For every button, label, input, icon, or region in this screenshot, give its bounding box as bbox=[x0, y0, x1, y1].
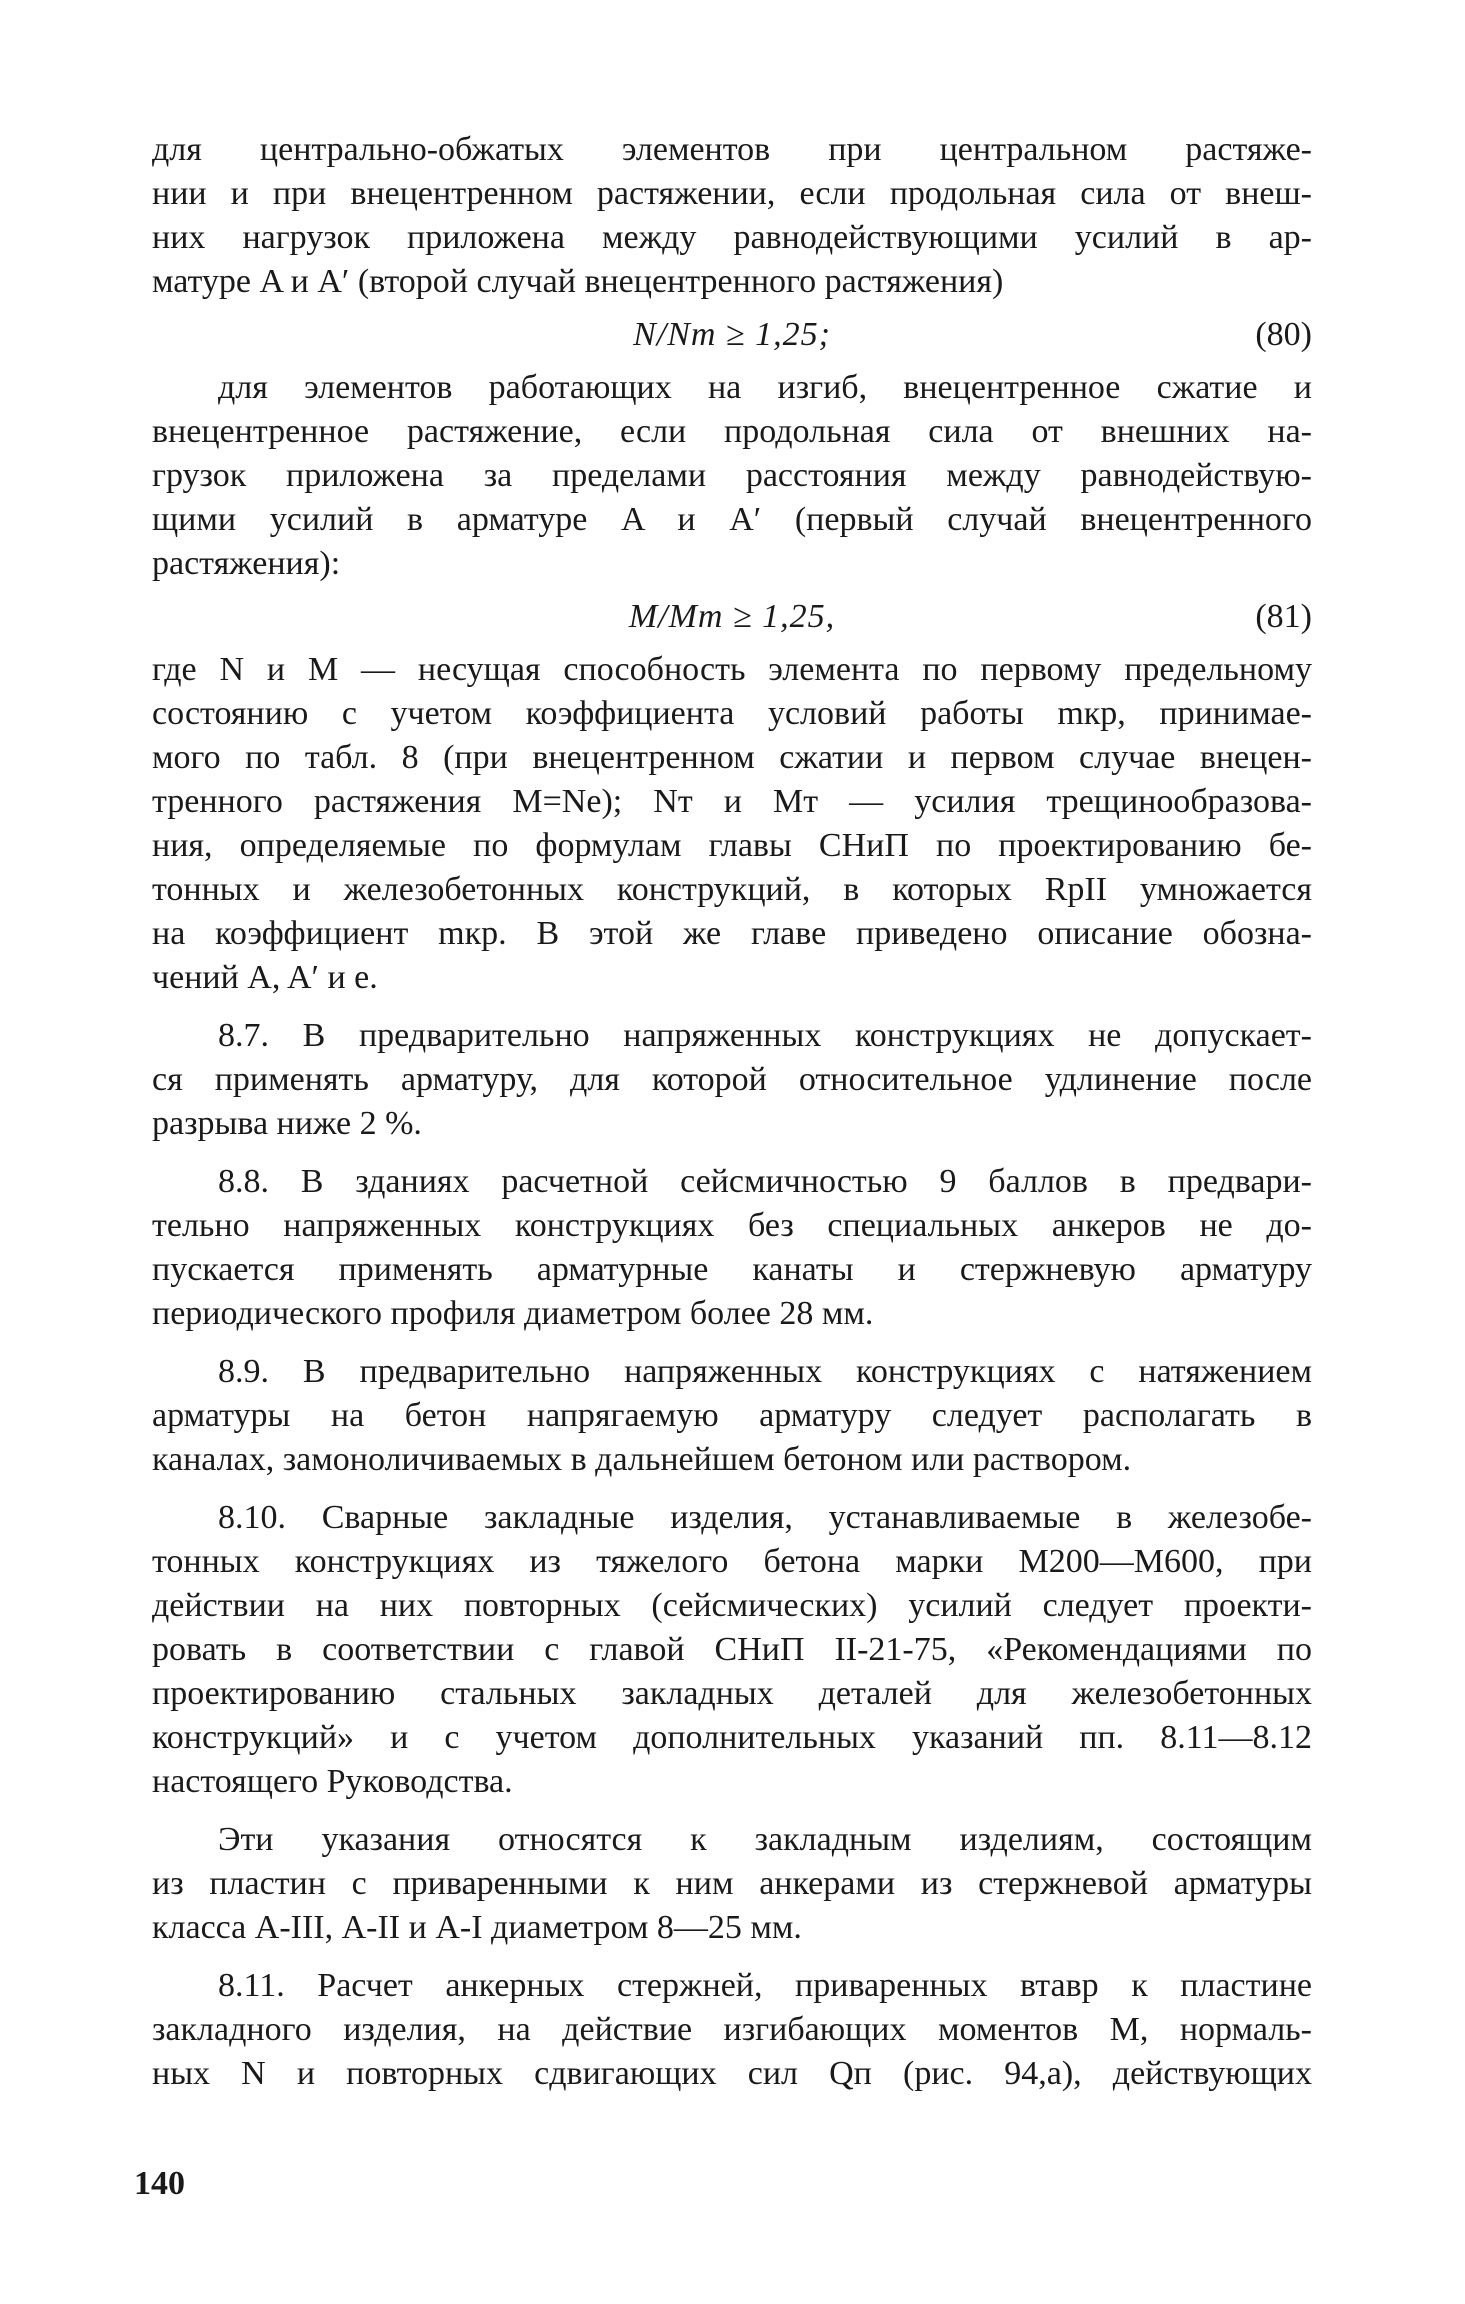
paragraph-gap bbox=[152, 1146, 1312, 1160]
text-line: пускается применять арматурные канаты и стержневую арматуру bbox=[152, 1251, 1312, 1288]
text-line: ных N и повторных сдвигающих сил Qп (рис. 94,а), действующих bbox=[152, 2055, 1312, 2092]
text-line: ся применять арматуру, для которой относительное удлинение после bbox=[152, 1061, 1312, 1098]
text-line: тельно напряженных конструкциях без специальных анкеров не до- bbox=[152, 1207, 1312, 1244]
text-line: тонных конструкциях из тяжелого бетона марки М200—М600, при bbox=[152, 1543, 1312, 1580]
section-8-7 bbox=[152, 1014, 1312, 1146]
text-line: тренного растяжения M=Ne); Nт и Mт — усилия трещинообразова- bbox=[152, 783, 1312, 820]
text-line: из пластин с приваренными к ним анкерами из стержневой арматуры bbox=[152, 1865, 1312, 1902]
text-line: 8.11. Расчет анкерных стержней, приваренных втавр к пластине bbox=[218, 1967, 1312, 2004]
text-line: нии и при внецентренном растяжении, если продольная сила от внеш- bbox=[152, 175, 1312, 212]
note-paragraph bbox=[152, 1818, 1312, 1950]
text-line: для элементов работающих на изгиб, внецентренное сжатие и bbox=[218, 369, 1312, 406]
paragraph-gap bbox=[152, 1950, 1312, 1964]
text-line: настоящего Руководства. bbox=[152, 1763, 513, 1800]
text-line: них нагрузок приложена между равнодействующими усилий в ар- bbox=[152, 219, 1312, 256]
text-column bbox=[152, 128, 1312, 2096]
paragraph-bending bbox=[152, 366, 1312, 586]
page-number: 140 bbox=[134, 2165, 185, 2202]
text-line: растяжения): bbox=[152, 545, 341, 582]
text-line: где N и M — несущая способность элемента по первому предельному bbox=[152, 651, 1312, 688]
formula-81 bbox=[152, 586, 1312, 648]
text-line: ния, определяемые по формулам главы СНиП по проектированию бе- bbox=[152, 827, 1312, 864]
text-line: мого по табл. 8 (при внецентренном сжатии и первом случае внецен- bbox=[152, 739, 1312, 776]
text-line: внецентренное растяжение, если продольная сила от внешних на- bbox=[152, 413, 1312, 450]
text-line: для центрально-обжатых элементов при центральном растяже- bbox=[152, 131, 1312, 168]
text-line: состоянию с учетом коэффициента условий работы mкр, принимае- bbox=[152, 695, 1312, 732]
text-line: 8.10. Сварные закладные изделия, устанавливаемые в железобе- bbox=[218, 1499, 1312, 1536]
formula-number: (81) bbox=[1255, 598, 1312, 635]
section-8-8 bbox=[152, 1160, 1312, 1336]
text-line: грузок приложена за пределами расстояния между равнодействую- bbox=[152, 457, 1312, 494]
text-line: на коэффициент mкр. В этой же главе приведено описание обозна- bbox=[152, 915, 1312, 952]
text-line: матуре A и A′ (второй случай внецентренного растяжения) bbox=[152, 263, 1004, 300]
text-line: ровать в соответствии с главой СНиП II-21-75, «Рекомендациями по bbox=[152, 1631, 1312, 1668]
text-line: щими усилий в арматуре A и A′ (первый случай внецентренного bbox=[152, 501, 1312, 538]
paragraph-definitions bbox=[152, 648, 1312, 1000]
formula-text: N/Nт ≥ 1,25; bbox=[633, 316, 831, 353]
formula-number: (80) bbox=[1255, 316, 1312, 353]
text-line: класса А-III, А-II и А-I диаметром 8—25 мм. bbox=[152, 1909, 802, 1946]
section-8-10 bbox=[152, 1496, 1312, 1804]
text-line: закладного изделия, на действие изгибающих моментов M, нормаль- bbox=[152, 2011, 1312, 2048]
text-line: 8.7. В предварительно напряженных конструкциях не допускает- bbox=[218, 1017, 1312, 1054]
text-line: конструкций» и с учетом дополнительных указаний пп. 8.11—8.12 bbox=[152, 1719, 1312, 1756]
text-line: разрыва ниже 2 %. bbox=[152, 1105, 422, 1142]
text-line: 8.9. В предварительно напряженных конструкциях с натяжением bbox=[218, 1353, 1312, 1390]
paragraph-gap bbox=[152, 1000, 1312, 1014]
text-line: проектированию стальных закладных деталей для железобетонных bbox=[152, 1675, 1312, 1712]
paragraph-gap bbox=[152, 1482, 1312, 1496]
text-line: арматуры на бетон напрягаемую арматуру следует располагать в bbox=[152, 1397, 1312, 1434]
text-line: каналах, замоноличиваемых в дальнейшем бетоном или раствором. bbox=[152, 1441, 1132, 1478]
text-line: Эти указания относятся к закладным изделиям, состоящим bbox=[218, 1821, 1312, 1858]
section-8-9 bbox=[152, 1350, 1312, 1482]
text-line: действии на них повторных (сейсмических) усилий следует проекти- bbox=[152, 1587, 1312, 1624]
formula-text: M/Mт ≥ 1,25, bbox=[628, 598, 836, 635]
paragraph-gap bbox=[152, 1804, 1312, 1818]
formula-80 bbox=[152, 304, 1312, 366]
text-line: периодического профиля диаметром более 28 мм. bbox=[152, 1295, 874, 1332]
text-line: тонных и железобетонных конструкций, в которых RрII умножается bbox=[152, 871, 1312, 908]
paragraph-gap bbox=[152, 1336, 1312, 1350]
paragraph-central-compression bbox=[152, 128, 1312, 304]
text-line: чений A, A′ и e. bbox=[152, 959, 378, 996]
text-line: 8.8. В зданиях расчетной сейсмичностью 9 баллов в предвари- bbox=[218, 1163, 1312, 1200]
section-8-11 bbox=[152, 1964, 1312, 2096]
